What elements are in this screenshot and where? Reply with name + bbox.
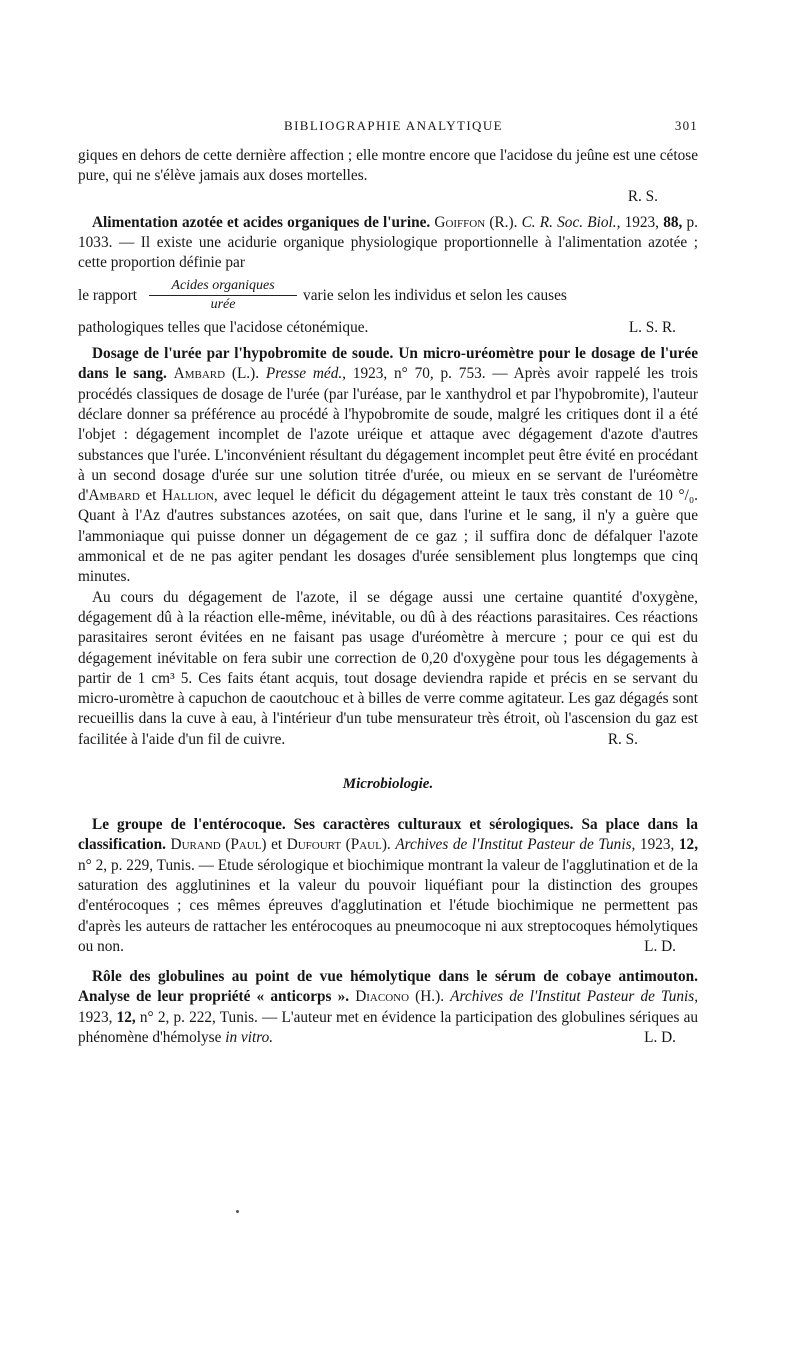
reference-volume: 88, [663, 213, 683, 231]
header-title: BIBLIOGRAPHIE ANALYTIQUE [284, 118, 503, 133]
reference-volume: 12, [678, 836, 699, 854]
entry-title: Le groupe de l'entérocoque. Ses caractères culturaux et sérologiques. Sa place dans la classification. [78, 816, 698, 854]
entry-text-end: pathologiques telles que l'acidose cétonémique. [78, 318, 369, 336]
ratio-suffix: varie selon les individus et selon les causes [303, 286, 567, 304]
reference-page: p. 1033. [78, 213, 698, 252]
reference-rest: n° 2, p. 229, Tunis. [78, 856, 195, 874]
entry-author: Dufourt (Paul). [286, 836, 391, 854]
continuation-text: giques en dehors de cette dernière affection ; elle montre encore que l'acidose du jeûne est une cétose pure, qui ne s'élève jamais aux doses mortelles. [78, 147, 698, 185]
page [78, 118, 698, 1048]
entry-text: Au cours du dégagement de l'azote, il se dégage aussi une certaine quantité d'oxygène, dégagement dû à la réaction elle-même, inévitable, ou dû à des réactions parasitaires. Ces réactions parasitaires seront évitées en ne faisant pas usage d'uréomètre à mercure ; pour ce qui est du dégagement inévitable on fera subir une correction de 0,20 d'oxygène pour tous les dégagements à partir de 1 cm³ 5. Ces faits étant acquis, tout dosage deviendra rapide et précis en se servant du micro-uromètre à capuchon de caoutchouc et à billes de verre comme agitateur. Les gaz dégagés sont recueillis dans la cuve à eau, à l'intérieur d'un tube mensurateur très étroit, où l'ascension du gaz est facilitée à l'aide d'un fil de cuivre. [78, 588, 698, 748]
entry-text-italic: in vitro. [225, 1028, 274, 1046]
entry-author: Ambard (L.). [173, 365, 260, 383]
reference: 1923, n° 70, p. 753. [352, 365, 486, 383]
section-title: Microbiologie. [342, 776, 434, 793]
entry-author: Diacono (H.). [355, 988, 445, 1006]
entry-author: Goiffon (R.). [434, 213, 518, 231]
reference-year: 1923, [78, 1008, 113, 1026]
entry-text: , avec lequel le déficit du dégagement atteint le taux très constant de 10 °/₀. Quant à l'Az d'autres substances azotées, on sait que, dans l'urine et le sang, il n'y a guère que l'ammoniaque qui puisse donner un dégagement de ce gaz ; il suffira donc de défalquer l'azote ammonical et de ne pas agiter pendant les dosages d'urée sensiblement plus longtemps que cinq minutes. [78, 487, 698, 586]
entry-title: Alimentation azotée et acides organiques de l'urine. [92, 213, 431, 231]
page-number: 301 [674, 118, 698, 133]
entry-title: Rôle des globulines au point de vue hémolytique dans le sérum de cobaye antimouton. Analyse de leur propriété « anticorps ». [78, 968, 698, 1006]
reference-volume: 12, [116, 1008, 136, 1026]
abstract-entry [78, 213, 698, 338]
abstract-entry: Dosage de l'urée par l'hypobromite de soude. Un micro-uréomètre pour le dosage de l'urée dans le sang. Ambard (L.). Presse méd., 1923, n° 70, p. 753. — Après avoir rappelé les trois procédés classiques de dosage de l'urée (par l'uréase, par le xanthydrol et par l'hypobromite), l'auteur déclare donner sa préférence au procédé à l'hypobromite de soude, malgré les critiques dont il a été l'objet : dégagement incomplet de l'azote uréique et attaque avec dégagement d'azote d'autres substances que l'urée. L'inconvénient résultant du dégagement incomplet peut être évité en procédant à un second dosage d'urée sur une solution titrée d'urée, ou mieux en se servant de l'uréomètre d'Ambard et Hallion, avec lequel le déficit du dégagement atteint le taux très constant de 10 °/₀. Quant à l'Az d'autres substances azotées, on sait que, dans l'urine et le sang, il n'y a guère que l'ammoniaque qui puisse donner un dégagement de ce gaz ; il suffira donc de défalquer l'azote ammonical et de ne pas agiter pendant les dosages d'urée sensiblement plus longtemps que cinq minutes. Au cours du dégagement de l'azote, il se dégage aussi une certaine quantité d'oxygène, dégagement dû à la réaction elle-même, inévitable, ou dû à des réactions parasitaires. Ces réactions parasitaires seront évitées en ne faisant pas usage d'uréomètre à mercure ; pour ce qui est du dégagement inévitable on fera subir une correction de 0,20 d'oxygène pour tous les dégagements à partir de 1 cm³ 5. Ces faits étant acquis, tout dosage deviendra rapide et précis en se servant du micro-uromètre à capuchon de caoutchouc et à billes de verre comme agitateur. Les gaz dégagés sont recueillis dans la cuve à eau, à l'intérieur d'un tube mensurateur très étroit, où l'ascension du gaz est facilitée à l'aide d'un fil de cuivre. R. S. [78, 344, 698, 750]
journal-name: Archives de l'Institut Pasteur de Tunis, [450, 988, 699, 1006]
continuation-paragraph [78, 146, 698, 187]
entry-title: Dosage de l'urée par l'hypobromite de soude. Un micro-uréomètre pour le dosage de l'urée dans le sang. [78, 345, 698, 383]
signature: L. S. R. [628, 318, 676, 336]
person-name: Ambard [88, 487, 140, 505]
reference-year: 1923, [624, 213, 659, 231]
signature: R. S. [607, 730, 638, 748]
abstract-entry [78, 967, 698, 1048]
running-header [284, 118, 698, 134]
journal-name: Presse méd., [265, 365, 346, 383]
signature: R. S. [627, 187, 658, 205]
entry-text: — Etude sérologique et biochimique montrant la valeur de l'agglutination et de la saturation des agglutinines et la valeur du pouvoir liquéfiant pour la distinction des groupes d'entérocoques ; ces mêmes épreuves d'agglutination et l'étude biochimique ne permettent pas d'après les auteurs de rattacher les entérocoques au pneumocoque ni aux streptocoques hémolytiques ou non. [78, 856, 698, 955]
entry-text: — L'auteur met en évidence la participation des globulines sériques au phénomène d'hémolyse [78, 1008, 699, 1046]
entry-text: — Après avoir rappelé les trois procédés classiques de dosage de l'urée (par l'uréase, par le xanthydrol et par l'hypobromite), l'auteur déclare donner sa préférence au procédé à l'hypobromite de soude, malgré les critiques dont il a été l'objet : dégagement incomplet de l'azote uréique et attaque avec dégagement d'azote d'autres substances que l'urée. L'inconvénient résultant du dégagement incomplet peut être évité en procédant à un second dosage d'urée sur une solution titrée d'urée, ou mieux en se servant de l'uréomètre d' [78, 365, 699, 505]
abstract-entry: Le groupe de l'entérocoque. Ses caractères culturaux et sérologiques. Sa place dans la classification. Durand (Paul) et Dufourt (Paul). Archives de l'Institut Pasteur de Tunis, 1923, 12, n° 2, p. 229, Tunis. — Etude sérologique et biochimique montrant la valeur de l'agglutination et de la saturation des agglutinines et la valeur du pouvoir liquéfiant pour la distinction des groupes d'entérocoques ; ces mêmes épreuves d'agglutination et l'étude biochimique ne permettent pas d'après les auteurs de rattacher les entérocoques au pneumocoque ni aux streptocoques hémolytiques ou non. L. D. [78, 815, 698, 957]
reference-year: 1923, [639, 836, 675, 854]
entry-author: Durand (Paul) [170, 836, 267, 854]
journal-name: Archives de l'Institut Pasteur de Tunis, [395, 836, 636, 854]
journal-name: C. R. Soc. Biol., [521, 213, 621, 231]
ratio-fraction [149, 278, 297, 313]
signature: L. D. [644, 937, 676, 955]
person-name: Hallion [161, 487, 214, 505]
signature: L. D. [644, 1028, 676, 1046]
ratio-prefix: le rapport [78, 286, 138, 304]
fraction-bar [149, 295, 297, 296]
reference-rest: n° 2, p. 222, Tunis. [139, 1008, 258, 1026]
ratio-denominator: urée [210, 297, 236, 313]
ratio-line [78, 274, 698, 318]
print-speck [236, 1210, 239, 1213]
entry-text: — Il existe une acidurie organique physiologique proportionnelle à l'alimentation azotée ; cette proportion définie par [78, 234, 699, 272]
ratio-numerator: Acides organiques [171, 278, 275, 294]
